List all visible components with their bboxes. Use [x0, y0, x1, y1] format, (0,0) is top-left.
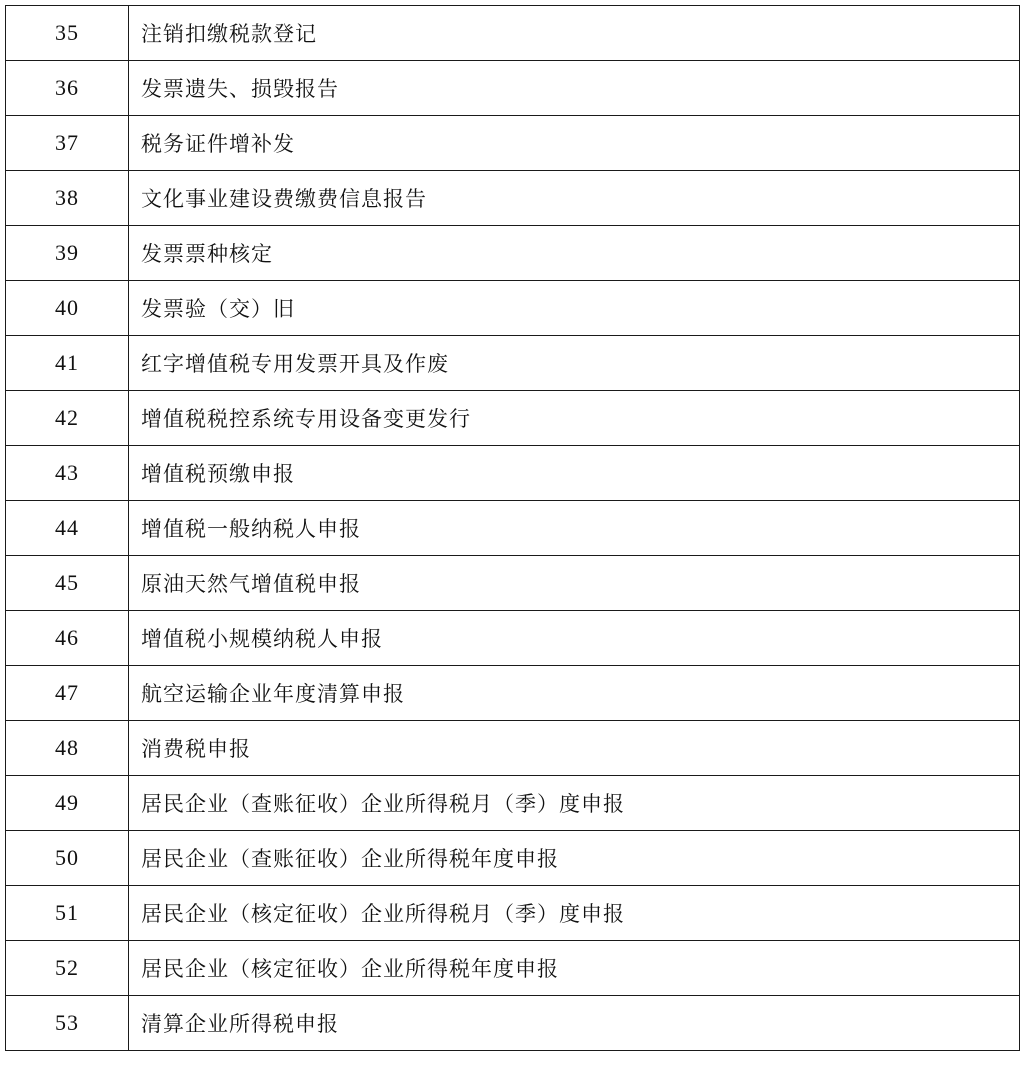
row-item: 居民企业（查账征收）企业所得税年度申报 [129, 831, 1020, 886]
table-row [6, 666, 1020, 721]
row-item: 居民企业（查账征收）企业所得税月（季）度申报 [129, 776, 1020, 831]
row-item: 注销扣缴税款登记 [129, 6, 1020, 61]
table-row [6, 941, 1020, 996]
row-number: 39 [6, 226, 129, 281]
row-number: 45 [6, 556, 129, 611]
row-item: 发票验（交）旧 [129, 281, 1020, 336]
row-number: 51 [6, 886, 129, 941]
row-item: 航空运输企业年度清算申报 [129, 666, 1020, 721]
table-row [6, 336, 1020, 391]
row-number: 52 [6, 941, 129, 996]
row-item: 税务证件增补发 [129, 116, 1020, 171]
row-item: 居民企业（核定征收）企业所得税年度申报 [129, 941, 1020, 996]
table-row [6, 776, 1020, 831]
row-item: 增值税预缴申报 [129, 446, 1020, 501]
table-row [6, 611, 1020, 666]
row-item: 增值税税控系统专用设备变更发行 [129, 391, 1020, 446]
row-number: 36 [6, 61, 129, 116]
row-number: 35 [6, 6, 129, 61]
row-item: 发票票种核定 [129, 226, 1020, 281]
row-item: 居民企业（核定征收）企业所得税月（季）度申报 [129, 886, 1020, 941]
row-number: 50 [6, 831, 129, 886]
table-row [6, 281, 1020, 336]
row-item: 消费税申报 [129, 721, 1020, 776]
row-item: 发票遗失、损毁报告 [129, 61, 1020, 116]
row-number: 44 [6, 501, 129, 556]
row-number: 42 [6, 391, 129, 446]
table-row [6, 116, 1020, 171]
row-item: 原油天然气增值税申报 [129, 556, 1020, 611]
table-row [6, 556, 1020, 611]
row-item: 红字增值税专用发票开具及作废 [129, 336, 1020, 391]
table-row [6, 721, 1020, 776]
table-row [6, 831, 1020, 886]
row-item: 增值税小规模纳税人申报 [129, 611, 1020, 666]
row-item: 增值税一般纳税人申报 [129, 501, 1020, 556]
row-item: 文化事业建设费缴费信息报告 [129, 171, 1020, 226]
table-row [6, 226, 1020, 281]
row-item: 清算企业所得税申报 [129, 996, 1020, 1051]
table-row [6, 886, 1020, 941]
row-number: 49 [6, 776, 129, 831]
row-number: 43 [6, 446, 129, 501]
row-number: 37 [6, 116, 129, 171]
row-number: 41 [6, 336, 129, 391]
table-row [6, 446, 1020, 501]
tax-items-table [5, 5, 1020, 1051]
table-row [6, 171, 1020, 226]
row-number: 38 [6, 171, 129, 226]
row-number: 46 [6, 611, 129, 666]
row-number: 53 [6, 996, 129, 1051]
row-number: 40 [6, 281, 129, 336]
table-row [6, 501, 1020, 556]
table-row [6, 6, 1020, 61]
table-row [6, 996, 1020, 1051]
table-row [6, 61, 1020, 116]
table-row [6, 391, 1020, 446]
row-number: 47 [6, 666, 129, 721]
row-number: 48 [6, 721, 129, 776]
table-body [6, 6, 1020, 1051]
